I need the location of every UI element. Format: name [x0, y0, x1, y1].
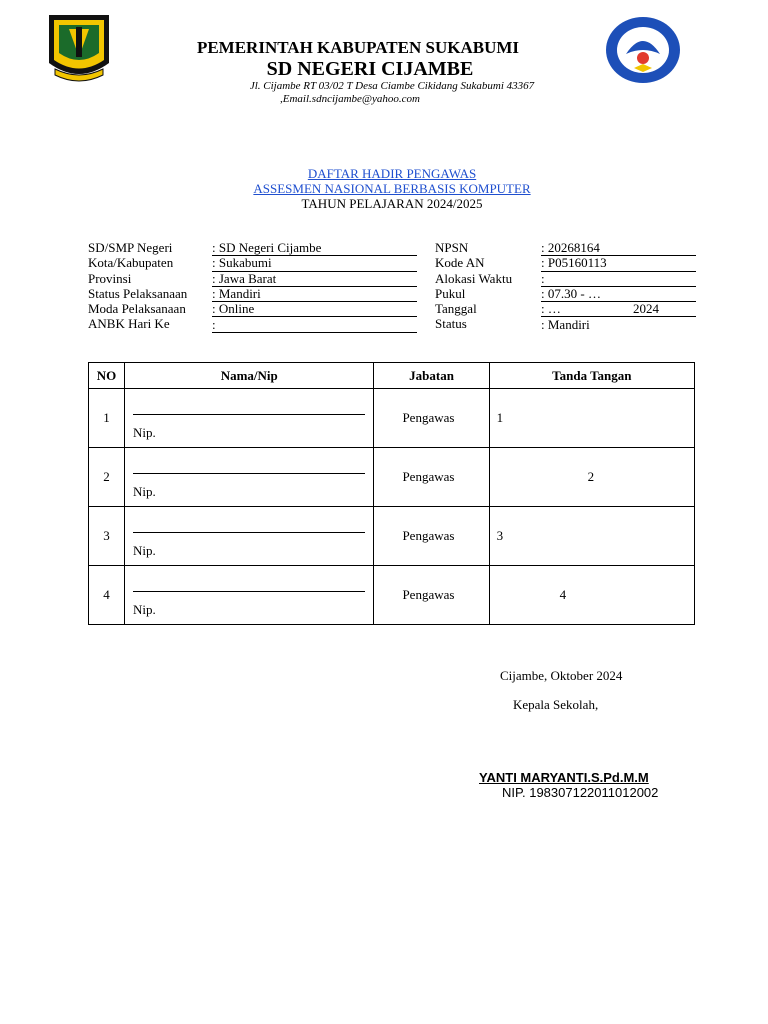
info-value: : P05160113: [541, 255, 696, 271]
info-value-date: [541, 301, 696, 317]
nip-label: Nip.: [133, 543, 156, 558]
info-label: Status: [435, 316, 467, 332]
position-cell: Pengawas: [402, 469, 455, 484]
info-value: : Mandiri: [212, 286, 417, 302]
name-line: [133, 591, 365, 592]
attendance-table: [88, 362, 695, 625]
signature-number: 4: [559, 587, 567, 602]
info-value: : 07.30 - …: [541, 286, 696, 302]
info-right-labels: [435, 240, 512, 332]
info-label: Kota/Kabupaten: [88, 255, 174, 271]
row-number: 3: [103, 528, 110, 543]
info-label: Status Pelaksanaan: [88, 285, 188, 301]
school-name: SD NEGERI CIJAMBE: [266, 58, 474, 80]
signature-number: 3: [496, 528, 504, 543]
nip-label: Nip.: [133, 425, 156, 440]
info-value: : Sukabumi: [212, 255, 417, 271]
academic-year: TAHUN PELAJARAN 2024/2025: [301, 196, 483, 211]
info-value: :: [212, 317, 417, 333]
info-label: Moda Pelaksanaan: [88, 301, 186, 317]
info-label: Tanggal: [435, 301, 477, 317]
name-line: [133, 532, 365, 533]
doc-subtitle: ASSESMEN NASIONAL BERBASIS KOMPUTER: [253, 181, 531, 196]
col-header-signature: Tanda Tangan: [489, 363, 694, 389]
table-row: [89, 389, 695, 448]
info-value: :: [541, 271, 696, 287]
info-value: : Online: [212, 301, 417, 317]
info-label: Alokasi Waktu: [435, 270, 513, 286]
date-year: 2024: [633, 301, 659, 317]
place-date: Cijambe, Oktober 2024: [500, 668, 623, 683]
position-cell: Pengawas: [402, 587, 455, 602]
row-number: 4: [103, 587, 110, 602]
row-number: 1: [103, 410, 110, 425]
info-label: ANBK Hari Ke: [88, 316, 170, 332]
name-line: [133, 473, 365, 474]
info-value: : Jawa Barat: [212, 271, 417, 287]
table-row: [89, 507, 695, 566]
date-day: : …: [541, 301, 561, 317]
info-label: Provinsi: [88, 270, 132, 286]
nip-label: Nip.: [133, 602, 156, 617]
signatory-nip: NIP. 198307122011012002: [502, 785, 659, 800]
info-label: Kode AN: [435, 255, 485, 271]
table-row: [89, 448, 695, 507]
info-label: Pukul: [435, 285, 466, 301]
row-number: 2: [103, 469, 110, 484]
table-header-row: [89, 363, 695, 389]
col-header-name: Nama/Nip: [125, 363, 374, 389]
info-label: NPSN: [435, 240, 469, 255]
name-line: [133, 414, 365, 415]
nip-label: Nip.: [133, 484, 156, 499]
info-value: : Mandiri: [541, 316, 590, 332]
signature-number: 2: [587, 469, 595, 484]
info-value: : 20268164: [541, 240, 696, 256]
signatory-name: YANTI MARYANTI.S.Pd.M.M: [479, 770, 649, 785]
col-header-position: Jabatan: [374, 363, 489, 389]
col-header-no: NO: [89, 363, 125, 389]
position-cell: Pengawas: [402, 528, 455, 543]
info-label: SD/SMP Negeri: [88, 240, 173, 255]
signatory-role: Kepala Sekolah,: [513, 697, 599, 712]
school-address: Jl. Cijambe RT 03/02 T Desa Ciambe Cikidang Sukabumi 43367: [249, 80, 535, 92]
position-cell: Pengawas: [402, 410, 455, 425]
info-value: : SD Negeri Cijambe: [212, 240, 417, 256]
signature-number: 1: [496, 410, 504, 425]
table-row: [89, 566, 695, 625]
government-name: PEMERINTAH KABUPATEN SUKABUMI: [196, 38, 520, 57]
school-email: ,Email.sdncijambe@yahoo.com: [280, 93, 420, 105]
doc-title: DAFTAR HADIR PENGAWAS: [307, 166, 477, 181]
info-left-labels: [88, 240, 187, 332]
